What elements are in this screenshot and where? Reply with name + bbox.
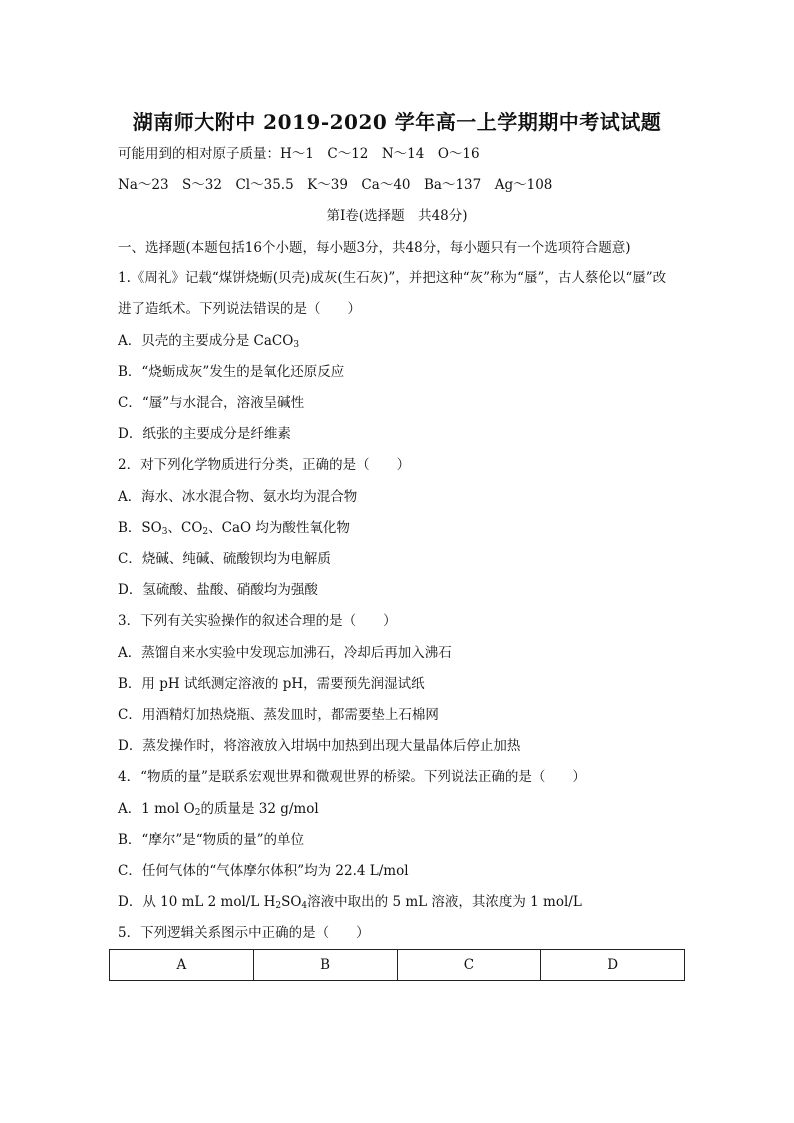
q4-stem: 4．“物质的量”是联系宏观世界和微观世界的桥梁。下列说法正确的是（ ） — [118, 769, 586, 785]
q2-option-c: C．烧碱、纯碱、硫酸钡均为电解质 — [118, 551, 331, 567]
table-row — [110, 950, 685, 981]
q3-option-d: D．蒸发操作时，将溶液放入坩埚中加热到出现大量晶体后停止加热 — [118, 738, 521, 754]
q4-d-sub1: 2 — [275, 901, 282, 911]
q2-option-a: A．海水、冰水混合物、氨水均为混合物 — [118, 489, 358, 505]
q1-option-a-text: A．贝壳的主要成分是 CaCO — [118, 333, 294, 349]
q4-option-d — [118, 892, 582, 912]
atomic-mass-line-1: 可能用到的相对原子质量：H～1 C～12 N～14 O～16 — [118, 146, 480, 162]
q4-option-b: B．“摩尔”是“物质的量”的单位 — [118, 832, 305, 848]
q5-options-table — [109, 949, 685, 981]
table-header-a: A — [110, 950, 254, 981]
q3-option-b: B．用 pH 试纸测定溶液的 pH，需要预先润湿试纸 — [118, 676, 425, 692]
q1-option-a — [118, 331, 299, 351]
q1-option-d: D．纸张的主要成分是纤维素 — [118, 426, 291, 442]
q2-option-d: D．氢硫酸、盐酸、硝酸均为强酸 — [118, 582, 318, 598]
table-header-b: B — [253, 950, 397, 981]
q4-option-a — [118, 799, 319, 819]
q4-d-sub2: 4 — [301, 901, 308, 911]
atomic-mass-line-2: Na～23 S～32 Cl～35.5 K～39 Ca～40 Ba～137 Ag～108 — [118, 177, 553, 193]
q4-d-part1: D．从 10 mL 2 mol/L H — [118, 894, 276, 910]
q2-b-part3: 、CaO 均为酸性氧化物 — [208, 520, 350, 536]
q1-option-b: B．“烧蛎成灰”发生的是氧化还原反应 — [118, 364, 345, 380]
q1-stem-line-2: 进了造纸术。下列说法错误的是（ ） — [118, 301, 361, 317]
q4-d-part3: 溶液中取出的 5 mL 溶液，其浓度为 1 mol/L — [307, 894, 582, 910]
q1-option-a-subscript: 3 — [293, 340, 300, 350]
q2-b-sub1: 3 — [161, 527, 168, 537]
q4-a-sub1: 2 — [194, 808, 201, 818]
q1-stem-line-1: 1.《周礼》记载“煤饼烧蛎(贝壳)成灰(生石灰)”，并把这种“灰”称为“蜃”，古人蔡伦以“蜃”改 — [118, 270, 667, 286]
q2-stem: 2．对下列化学物质进行分类，正确的是（ ） — [118, 457, 411, 473]
q2-b-part1: B．SO — [118, 520, 162, 536]
section-instruction: 一、选择题(本题包括16个小题，每小题3分，共48分，每小题只有一个选项符合题意) — [118, 240, 631, 256]
q4-a-part1: A．1 mol O — [118, 801, 195, 817]
q5-stem: 5．下列逻辑关系图示中正确的是（ ） — [118, 925, 370, 941]
q4-option-c: C．任何气体的“气体摩尔体积”均为 22.4 L/mol — [118, 863, 409, 879]
q3-option-c: C．用酒精灯加热烧瓶、蒸发皿时，都需要垫上石棉网 — [118, 707, 439, 723]
q4-d-part2: SO — [281, 894, 302, 910]
section-title: 第Ⅰ卷(选择题 共48分) — [326, 208, 468, 224]
q2-b-sub2: 2 — [202, 527, 209, 537]
q2-b-part2: 、CO — [167, 520, 203, 536]
table-header-c: C — [397, 950, 541, 981]
page-title: 湖南师大附中 2019-2020 学年高一上学期期中考试试题 — [132, 110, 662, 134]
q2-option-b — [118, 518, 350, 538]
q1-option-c: C．“蜃”与水混合，溶液呈碱性 — [118, 395, 305, 411]
table-header-d: D — [541, 950, 685, 981]
q3-stem: 3．下列有关实验操作的叙述合理的是（ ） — [118, 613, 397, 629]
q4-a-part2: 的质量是 32 g/mol — [200, 801, 319, 817]
q3-option-a: A．蒸馏自来水实验中发现忘加沸石，冷却后再加入沸石 — [118, 645, 452, 661]
